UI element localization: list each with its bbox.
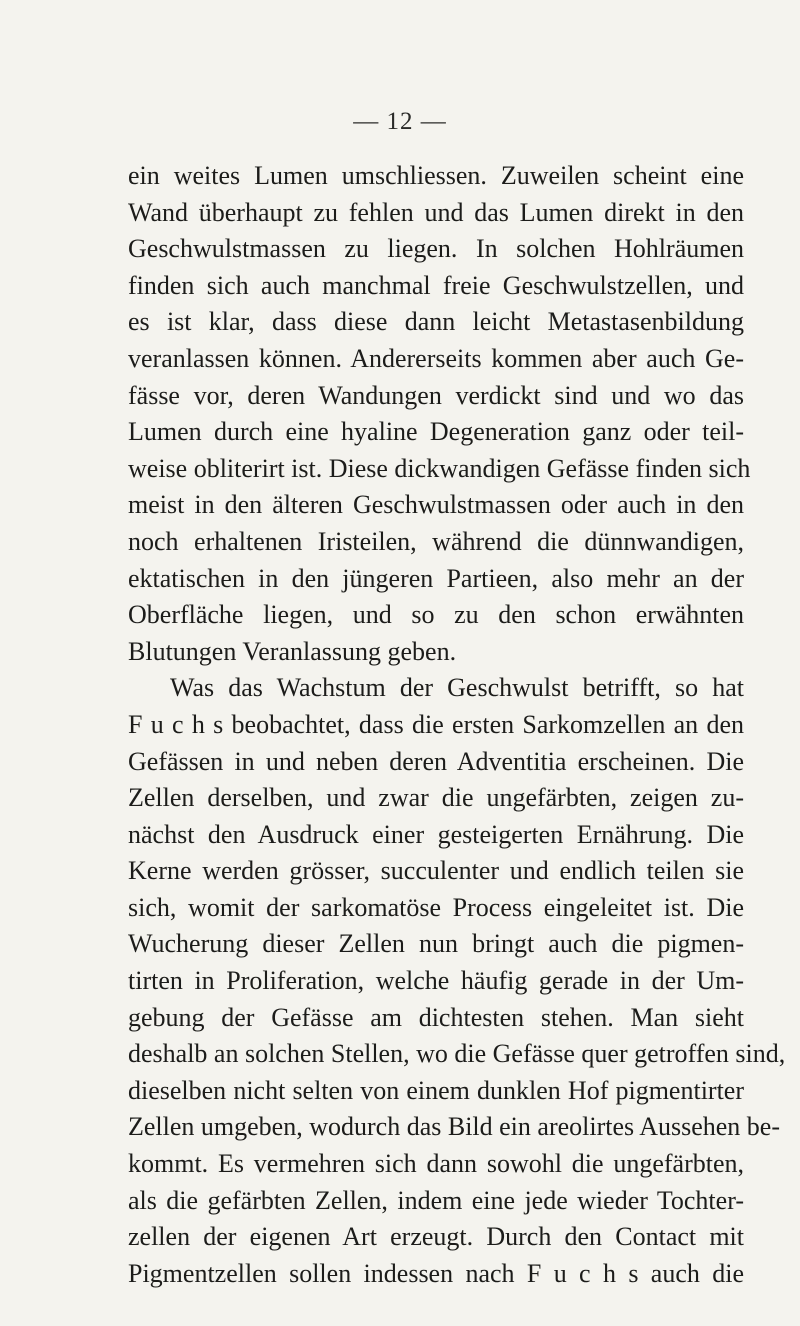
text-line: ektatischen in den jüngeren Partieen, also mehr an der xyxy=(128,563,744,593)
text-line: Wand überhaupt zu fehlen und das Lumen direkt in den xyxy=(128,197,744,227)
text-line: Kerne werden grösser, succulenter und endlich teilen sie xyxy=(128,856,744,886)
text-line: zellen der eigenen Art erzeugt. Durch den Contact mit xyxy=(128,1222,744,1252)
page-number: — 12 — xyxy=(353,108,447,135)
text-line: weise obliterirt ist. Diese dickwandigen Gefässe finden sich xyxy=(128,453,751,483)
text-line: es ist klar, dass diese dann leicht Metastasenbildung xyxy=(128,307,744,337)
text-line: dieselben nicht selten von einem dunklen Hof pigmentirter xyxy=(128,1075,744,1105)
text-line: Lumen durch eine hyaline Degeneration ganz oder teil- xyxy=(128,417,744,447)
text-line: Gefässen in und neben deren Adventitia erscheinen. Die xyxy=(128,746,744,776)
text-line: fässe vor, deren Wandungen verdickt sind und wo das xyxy=(128,380,744,410)
paragraph-start-line: Was das Wachstum der Geschwulst betrifft, so hat xyxy=(170,673,744,703)
text-line: sich, womit der sarkomatöse Process eingeleitet ist. Die xyxy=(128,892,744,922)
text-line: Wucherung dieser Zellen nun bringt auch die pigmen- xyxy=(128,929,744,959)
text-line: gebung der Gefässe am dichtesten stehen. Man sieht xyxy=(128,1002,744,1032)
text-line: noch erhaltenen Iristeilen, während die dünnwandigen, xyxy=(128,526,744,556)
paragraph-end-line: Blutungen Veranlassung geben. xyxy=(128,636,457,666)
text-line: Oberfläche liegen, und so zu den schon erwähnten xyxy=(128,600,744,630)
text-line: kommt. Es vermehren sich dann sowohl die ungefärbten, xyxy=(128,1149,744,1179)
text-line: Zellen derselben, und zwar die ungefärbten, zeigen zu- xyxy=(128,783,744,813)
text-line: Zellen umgeben, wodurch das Bild ein areolirtes Aussehen be- xyxy=(128,1112,780,1142)
text-line: nächst den Ausdruck einer gesteigerten Ernährung. Die xyxy=(128,819,744,849)
text-line: tirten in Proliferation, welche häufig gerade in der Um- xyxy=(128,966,744,996)
body-text xyxy=(128,158,786,1292)
text-line: als die gefärbten Zellen, indem eine jede wieder Tochter- xyxy=(128,1185,744,1215)
text-line: veranlassen können. Andererseits kommen aber auch Ge- xyxy=(128,343,744,373)
text-line: Geschwulstmassen zu liegen. In solchen Hohlräumen xyxy=(128,234,744,264)
text-line: finden sich auch manchmal freie Geschwulstzellen, und xyxy=(128,270,744,300)
text-line: deshalb an solchen Stellen, wo die Gefässe quer getroffen sind, xyxy=(128,1039,786,1069)
text-line: F u c h s beobachtet, dass die ersten Sarkomzellen an den xyxy=(128,709,744,739)
text-line: Pigmentzellen sollen indessen nach F u c h s auch die xyxy=(128,1258,744,1288)
text-line: ein weites Lumen umschliessen. Zuweilen scheint eine xyxy=(128,161,744,190)
text-line: meist in den älteren Geschwulstmassen oder auch in den xyxy=(128,490,744,520)
